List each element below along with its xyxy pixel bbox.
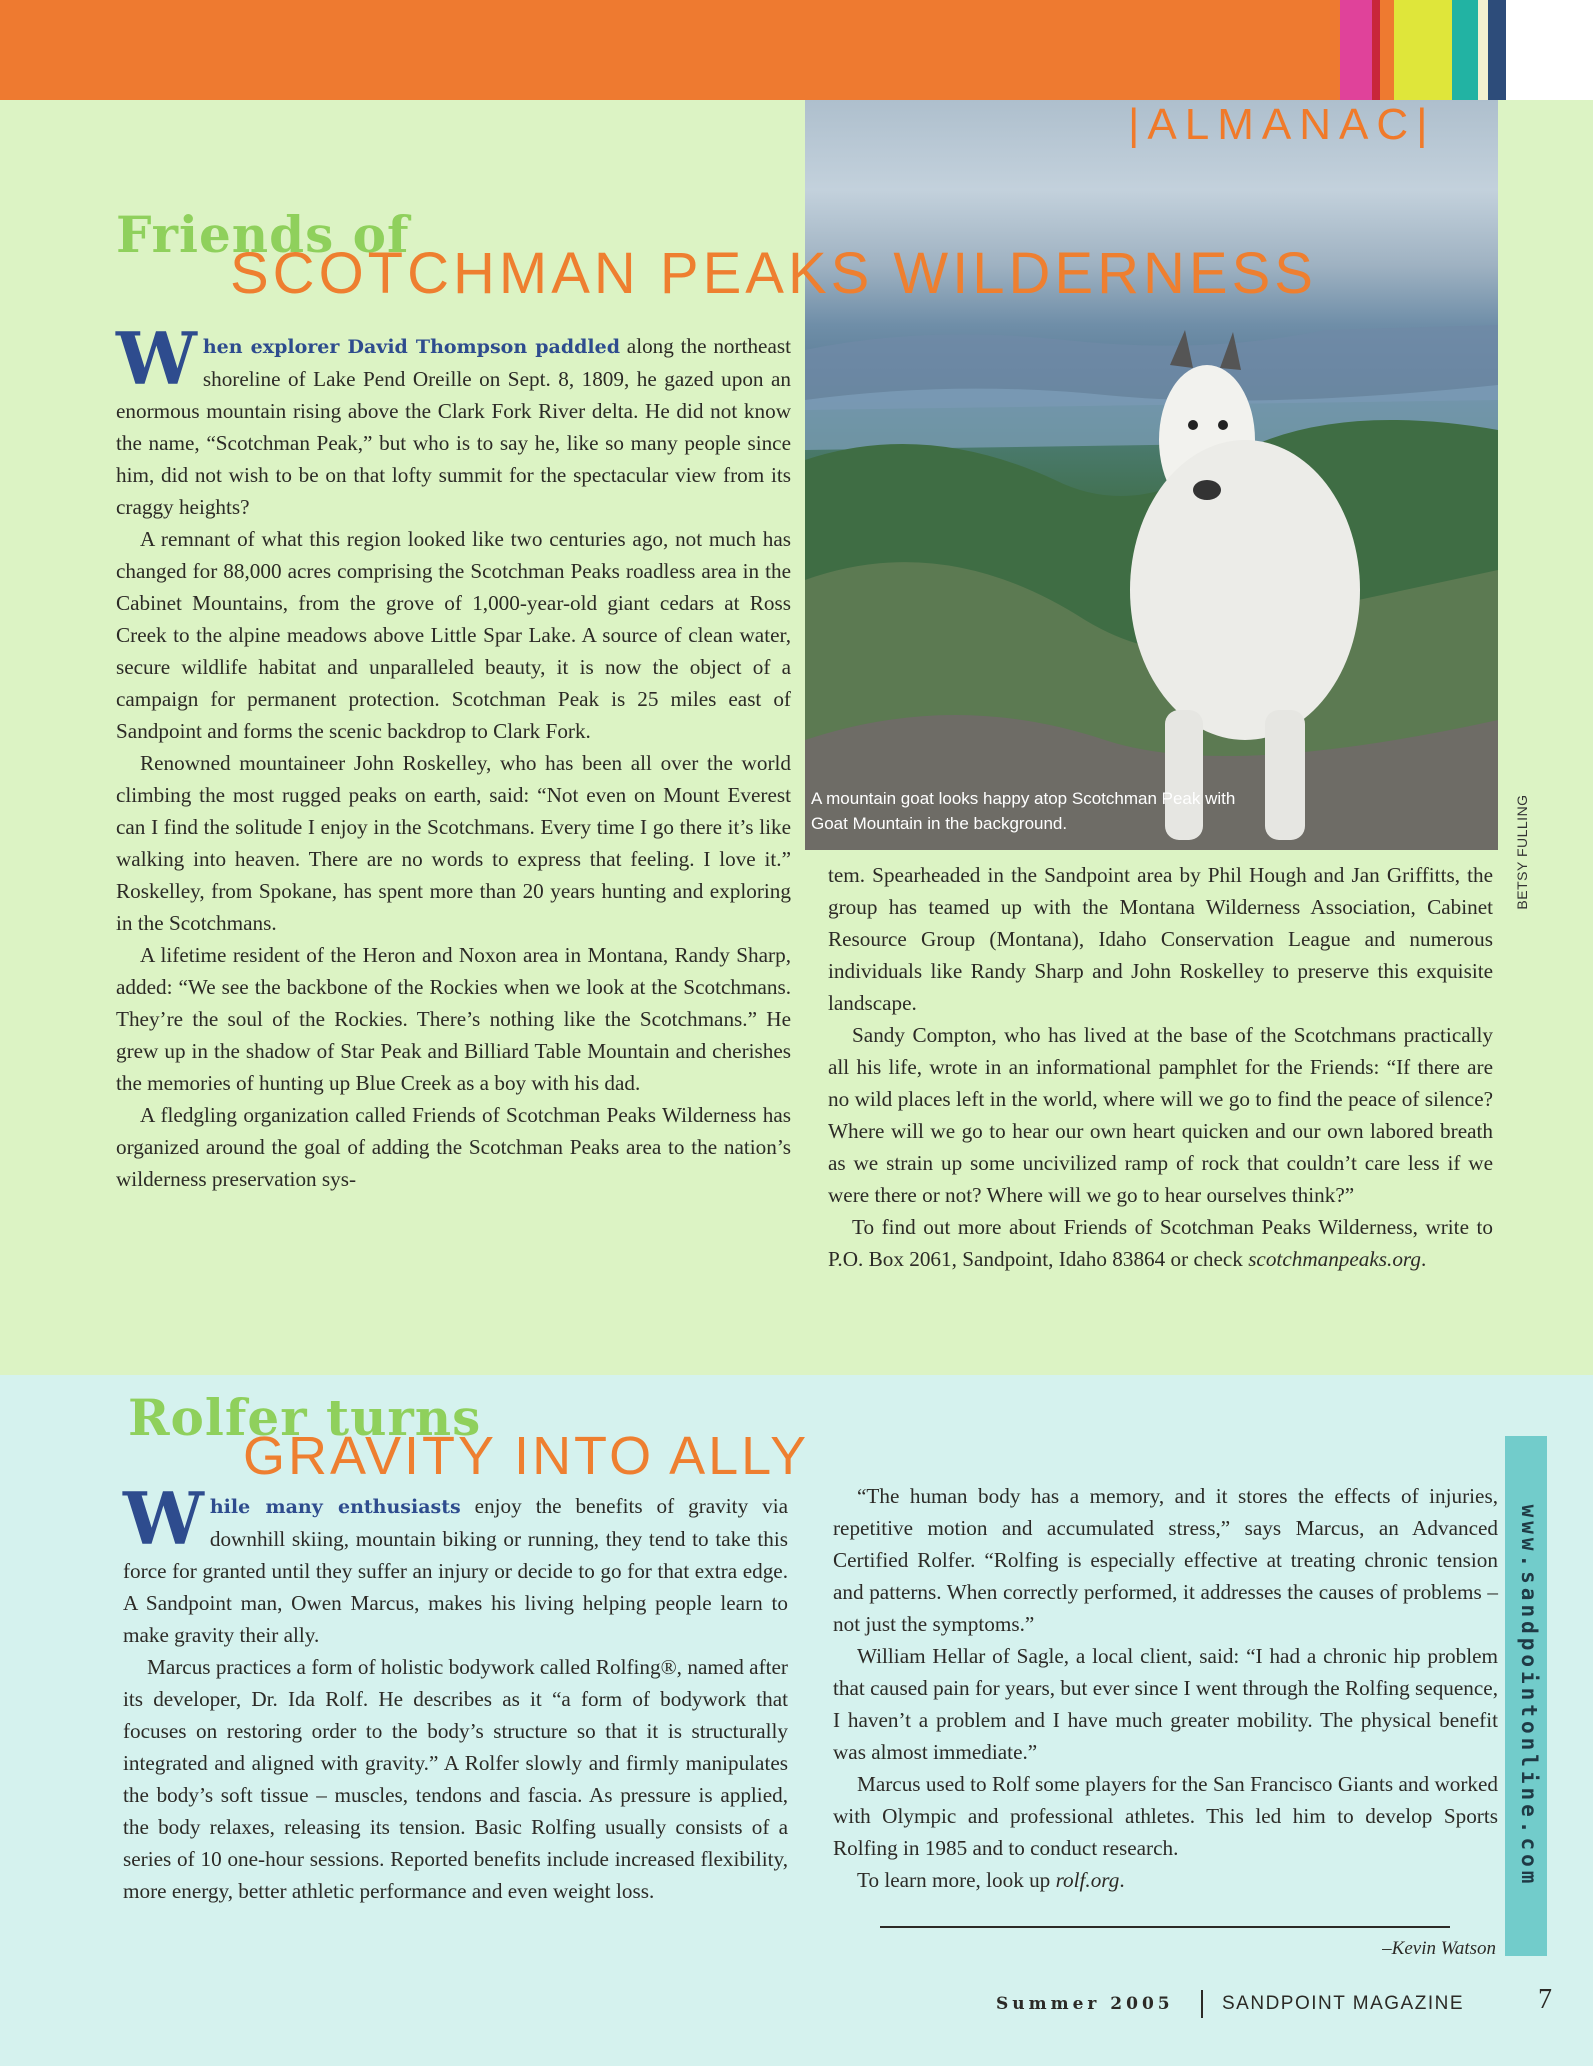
article2-paragraph — [123, 1476, 788, 1651]
article2-paragraph: Marcus used to Rolf some players for the San Francisco Giants and worked with Olympic and professional athletes. This led him to develop Sports Rolfing in 1985 and to conduct research. — [833, 1772, 1498, 1860]
mountain-goat-photo — [805, 100, 1498, 850]
article2-paragraph: Marcus practices a form of holistic bodywork called Rolfing®, named after its developer, Dr. Ida Rolf. He describes as it “a form of bodywork that focuses on restoring order to the body’s structure so that it is structurally integrated and aligned with gravity.” A Rolfer slowly and firmly manipulates the body’s soft tissue – muscles, tendons and fascia. As pressure is applied, the body relaxes, releasing its tension. Basic Rolfing usually consists of a series of 10 one-hour sessions. Reported benefits include increased flexibility, more energy, better athletic performance and even weight loss. — [123, 1655, 788, 1903]
article1-paragraph: tem. Spearheaded in the Sandpoint area by Phil Hough and Jan Griffitts, the group has teamed up with the Montana Wilderness Association, Cabinet Resource Group (Montana), Idaho Conservation League and numerous individuals like Randy Sharp and John Roskelley to preserve this exquisite landscape. — [828, 863, 1493, 1015]
side-url[interactable]: www.sandpointonline.com — [1517, 1504, 1541, 1888]
byline-divider — [880, 1926, 1450, 1928]
drop-cap: W — [116, 316, 197, 401]
paragraph-text: To learn more, look up — [857, 1868, 1056, 1892]
footer-season: Summer 2005 — [996, 1994, 1174, 2014]
paragraph-text: . — [1421, 1247, 1427, 1271]
paragraph-text: enjoy the benefits of gravity via downhill skiing, mountain biking or running, they tend to take this force for granted until they suffer an injury or decide to go for that extra edge. A Sandpoint man, Owen Marcus, makes his living helping people learn to make gravity their ally. — [123, 1494, 788, 1647]
photo-illustration — [805, 100, 1498, 850]
footer-magazine-name: SANDPOINT MAGAZINE — [1222, 1993, 1465, 2014]
article2-paragraph — [833, 1864, 1498, 1896]
article1-paragraph — [116, 316, 791, 523]
article2-column-right — [833, 1480, 1498, 1896]
article1-column-left — [116, 316, 791, 1195]
photo-credit: BETSY FULLING — [1514, 794, 1530, 910]
article1-column-right — [828, 859, 1493, 1275]
byline: –Kevin Watson — [1382, 1938, 1496, 1959]
article1-paragraph: Renowned mountaineer John Roskelley, who has been all over the world climbing the most rugged peaks on earth, said: “Not even on Mount Everest can I find the solitude I enjoy in the Scotchmans. Every time I go there it’s like walking into heaven. There are no words to express that feeling. I love it.” Roskelley, from Spokane, has spent more than 20 years hunting and exploring in the Scotchmans. — [116, 751, 791, 935]
article1-paragraph: A remnant of what this region looked like two centuries ago, not much has changed for 88,000 acres comprising the Scotchman Peaks roadless area in the Cabinet Mountains, from the grove of 1,000-year-old giant cedars at Ross Creek to the alpine meadows above Little Spar Lake. A source of clean water, secure wildlife habitat and unparalleled beauty, it is now the object of a campaign for permanent protection. Scotchman Peak is 25 miles east of Sandpoint and forms the scenic backdrop to Clark Fork. — [116, 527, 791, 743]
article2-paragraph: “The human body has a memory, and it stores the effects of injuries, repetitive motion and accumulated stress,” says Marcus, an Advanced Certified Rolfer. “Rolfing is especially effective at treating chronic tension and patterns. When correctly performed, it addresses the causes of problems – not just the symptoms.” — [833, 1484, 1498, 1636]
paragraph-text: To find out more about Friends of Scotchman Peaks Wilderness, write to P.O. Box 2061, Sandpoint, Idaho 83864 or check — [828, 1215, 1493, 1271]
article1-paragraph: A lifetime resident of the Heron and Noxon area in Montana, Randy Sharp, added: “We see the backbone of the Rockies when we look at the Scotchmans. They’re the soul of the Rockies. There’s nothing like the Scotchmans.” He grew up in the shadow of Star Peak and Billiard Table Mountain and cherishes the memories of hunting up Blue Creek as a boy with his dad. — [116, 943, 791, 1095]
color-stripe — [1452, 0, 1478, 100]
page-footer — [0, 1984, 1593, 2030]
color-stripe — [1478, 0, 1488, 100]
article1-title-small: Friends of — [116, 205, 410, 264]
article2-title-small: Rolfer turns — [128, 1388, 482, 1447]
paragraph-text: along the northeast shoreline of Lake Pend Oreille on Sept. 8, 1809, he gazed upon an enormous mountain rising above the Clark Fork River delta. He did not know the name, “Scotchman Peak,” but who is to say he, like so many people since him, did not wish to be on that lofty summit for the spectacular view from its craggy heights? — [116, 334, 791, 519]
color-stripe — [1372, 0, 1380, 100]
color-stripe — [1380, 0, 1394, 100]
article2-paragraph: William Hellar of Sagle, a local client, said: “I had a chronic hip problem that caused pain for years, but ever since I went through the Rolfing sequence, I haven’t a problem and I have much greater mobility. The physical benefit was almost immediate.” — [833, 1644, 1498, 1764]
page-number: 7 — [1538, 1984, 1552, 2015]
footer-separator — [1201, 1990, 1203, 2018]
article1-paragraph: Sandy Compton, who has lived at the base of the Scotchmans practically all his life, wrote in an informational pamphlet for the Friends: “If there are no wild places left in the world, where will we go to find the peace of silence? Where will we go to hear our own heart quicken and our own labored breath as we strain up some uncivilized ramp of rock that couldn’t care less if we were there or not? Where will we go to hear ourselves think?” — [828, 1023, 1493, 1207]
article1-paragraph — [828, 1211, 1493, 1275]
website-link[interactable]: rolf.org — [1055, 1868, 1120, 1892]
article2-title-big: GRAVITY INTO ALLY — [243, 1426, 810, 1486]
color-stripe — [1488, 0, 1506, 100]
section-tag: |ALMANAC| — [1128, 100, 1436, 149]
photo-caption: A mountain goat looks happy atop Scotchman Peak with Goat Mountain in the background. — [811, 789, 1236, 833]
drop-cap: W — [123, 1476, 204, 1561]
color-stripe — [1506, 0, 1593, 100]
paragraph-text: . — [1119, 1868, 1125, 1892]
lead-in: hen explorer David Thompson paddled — [202, 336, 620, 358]
article1-paragraph: A fledgling organization called Friends of Scotchman Peaks Wilderness has organized around the goal of adding the Scotchman Peaks area to the nation’s wilderness preservation sys- — [116, 1103, 791, 1191]
article2-column-left — [123, 1476, 788, 1907]
article1-title-big: SCOTCHMAN PEAKS WILDERNESS — [230, 241, 1317, 306]
lead-in: hile many enthusiasts — [209, 1496, 461, 1518]
website-link[interactable]: scotchmanpeaks.org — [1248, 1247, 1421, 1271]
color-stripe — [1340, 0, 1372, 100]
color-stripe — [1394, 0, 1452, 100]
